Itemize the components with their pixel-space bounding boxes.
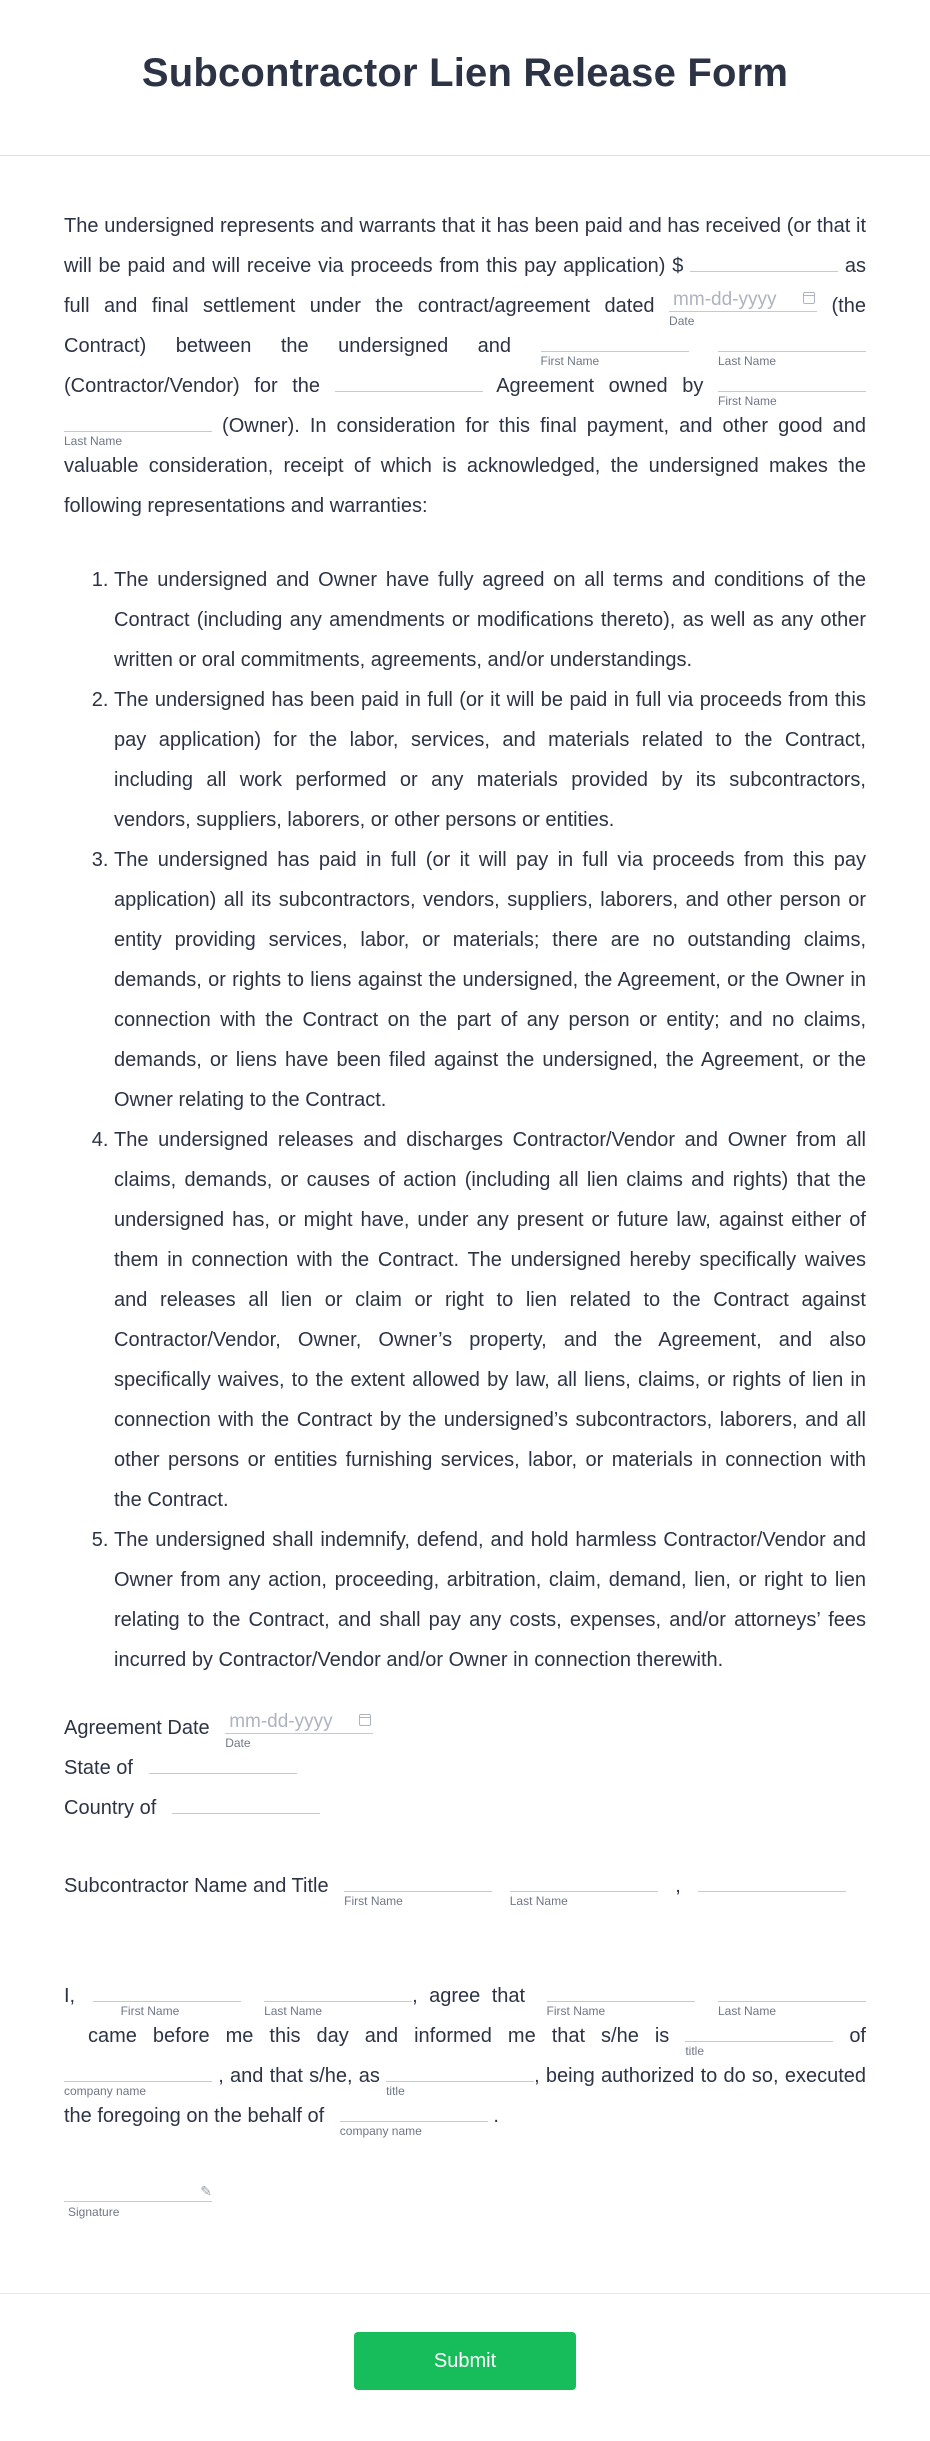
agreement-date-placeholder: mm-dd-yyyy xyxy=(229,1711,333,1732)
form-header xyxy=(0,0,930,156)
signature-pad[interactable] xyxy=(64,2176,212,2219)
company-name-input[interactable] xyxy=(64,2056,212,2098)
agreement-details xyxy=(64,1708,866,1828)
state-label: State of xyxy=(64,1757,133,1779)
subcontractor-line xyxy=(64,1866,866,1906)
intro-text-6: (Owner). In consideration for this final payment, and other good and valuable consideration, receipt of which is acknowledged, the undersigned makes the following representations and warranties: xyxy=(64,415,866,517)
agreement-date-sublabel: Date xyxy=(225,1736,251,1750)
subcontractor-label: Subcontractor Name and Title xyxy=(64,1875,329,1897)
affidavit-of: of xyxy=(849,2025,866,2047)
form-footer xyxy=(0,2293,930,2441)
term-item: 4. The undersigned releases and discharges Contractor/Vendor and Owner from all claims, demands, or causes of action (including all lien claims and rights) that the undersigned has, or might have, under any present or future law, against either of them in connection with the Contract. The undersigned hereby specifically waives and releases all lien or claim or right to lien related to the Contract against Contractor/Vendor, Owner, Owner’s property, and the Agreement, and also specifically waives, to the extent allowed by law, all liens, claims, or rights of lien in connection with the Contract by the undersigned’s subcontractors, laborers, and all other persons or entities furnishing services, labor, or materials in connection with the Contract. xyxy=(114,1120,866,1520)
intro-text-4: (Contractor/Vendor) for the xyxy=(64,375,335,397)
calendar-icon[interactable] xyxy=(359,1714,371,1726)
principal-title-sublabel: title xyxy=(685,2044,704,2058)
contract-date-input[interactable] xyxy=(669,286,817,328)
subcontractor-last-name-input[interactable] xyxy=(509,1866,658,1908)
capacity-title-input[interactable] xyxy=(386,2056,534,2098)
capacity-title-sublabel: title xyxy=(386,2084,405,2098)
term-item: 5. The undersigned shall indemnify, defend, and hold harmless Contractor/Vendor and Owner from any action, proceeding, arbitration, claim, demand, lien, or right to lien relating to the Contract, and shall pay any costs, expenses, and/or attorneys’ fees incurred by Contractor/Vendor and/or Owner in connection therewith. xyxy=(114,1520,866,1680)
contractor-first-name-sublabel: First Name xyxy=(540,354,600,368)
terms-list xyxy=(114,560,866,1680)
principal-first-name-input[interactable] xyxy=(546,1976,695,2018)
form-content xyxy=(0,156,930,2219)
subcontractor-first-name-input[interactable] xyxy=(344,1866,492,1908)
subcontractor-row xyxy=(64,1866,866,1906)
agreement-date-label: Agreement Date xyxy=(64,1717,210,1739)
subcontractor-last-name-sublabel: Last Name xyxy=(509,1894,568,1908)
affiant-last-name-input[interactable] xyxy=(264,1976,412,2018)
term-item: 2. The undersigned has been paid in full (or it will be paid in full via proceeds from this pay application) for the labor, services, and materials related to the Contract, including all work performed or any materials provided by its subcontractors, vendors, suppliers, laborers, or other persons or entities. xyxy=(114,680,866,840)
page-title: Subcontractor Lien Release Form xyxy=(141,51,789,95)
behalf-company-sublabel: company name xyxy=(339,2124,422,2138)
amount-input[interactable] xyxy=(690,246,838,272)
state-input[interactable] xyxy=(149,1748,297,1774)
owner-first-name-sublabel: First Name xyxy=(718,394,777,408)
term-item: 3. The undersigned has paid in full (or it will pay in full via proceeds from this pay application) all its subcontractors, vendors, suppliers, laborers, and other person or entity providing services, labor, or materials; there are no outstanding claims, demands, or rights to liens against the undersigned, the Agreement, or the Owner in connection with the Contract on the part of any person or entity; and no claims, demands, or liens have been filed against the undersigned, the Agreement, or the Owner relating to the Contract. xyxy=(114,840,866,1120)
subcontractor-title-input[interactable] xyxy=(698,1866,846,1892)
intro-text-3: (the Contract) between the undersigned and xyxy=(64,295,866,357)
affiant-first-name-input[interactable] xyxy=(93,1976,241,2018)
intro-paragraph xyxy=(64,206,866,526)
behalf-company-input[interactable] xyxy=(339,2096,488,2138)
agreement-type-input[interactable] xyxy=(335,366,483,392)
principal-first-name-sublabel: First Name xyxy=(546,2004,606,2018)
owner-last-name-sublabel: Last Name xyxy=(64,434,123,448)
affidavit-executed: executed the foregoing on the behalf of xyxy=(64,2065,867,2127)
contractor-last-name-sublabel: Last Name xyxy=(718,354,777,368)
affidavit-period: . xyxy=(493,2105,499,2127)
intro-text-5: Agreement owned by xyxy=(482,375,719,397)
affiant-last-name-sublabel: Last Name xyxy=(264,2004,323,2018)
affidavit-i: I, xyxy=(64,1985,76,2007)
affidavit-agree: , agree that xyxy=(412,1985,526,2007)
company-name-sublabel: company name xyxy=(64,2084,147,2098)
owner-first-name-input[interactable] xyxy=(718,366,866,408)
submit-button[interactable]: Submit xyxy=(354,2332,576,2390)
calendar-icon[interactable] xyxy=(803,292,815,304)
country-input[interactable] xyxy=(172,1788,320,1814)
subcontractor-first-name-sublabel: First Name xyxy=(344,1894,403,1908)
country-row xyxy=(64,1788,866,1828)
agreement-date-row xyxy=(64,1708,866,1748)
owner-last-name-input[interactable] xyxy=(64,406,212,448)
intro-text-2: as full and final settlement under the contract/agreement dated xyxy=(64,255,867,317)
contractor-first-name-input[interactable] xyxy=(540,326,689,368)
state-row xyxy=(64,1748,866,1788)
principal-last-name-sublabel: Last Name xyxy=(718,2004,777,2018)
signature-sublabel: Signature xyxy=(68,2205,120,2219)
contract-date-sublabel: Date xyxy=(669,314,695,328)
affidavit-paragraph xyxy=(64,1976,866,2136)
affiant-first-name-sublabel: First Name xyxy=(120,2004,180,2018)
agreement-date-input[interactable] xyxy=(225,1708,373,1750)
contractor-last-name-input[interactable] xyxy=(718,326,866,368)
affidavit-came-before: came before me this day and informed me that s/he is xyxy=(88,2025,670,2047)
term-item: 1. The undersigned and Owner have fully agreed on all terms and conditions of the Contract (including any amendments or modifications thereto), as well as any other written or oral commitments, agreements, and/or understandings. xyxy=(114,560,866,680)
principal-title-input[interactable] xyxy=(685,2016,833,2058)
affidavit-authorized: , being authorized to do so, xyxy=(534,2065,779,2087)
intro-text-1: The undersigned represents and warrants that it has been paid and has received (or that it will be paid and will receive via proceeds from this pay application) $ xyxy=(64,215,866,277)
contract-date-placeholder: mm-dd-yyyy xyxy=(673,289,777,310)
spacer xyxy=(64,1906,866,1976)
pen-icon: ✎ xyxy=(200,2183,212,2199)
affidavit-and-that: , and that s/he, as xyxy=(218,2065,380,2087)
comma-text: , xyxy=(675,1875,681,1897)
country-label: Country of xyxy=(64,1797,157,1819)
principal-last-name-input[interactable] xyxy=(718,1976,866,2018)
